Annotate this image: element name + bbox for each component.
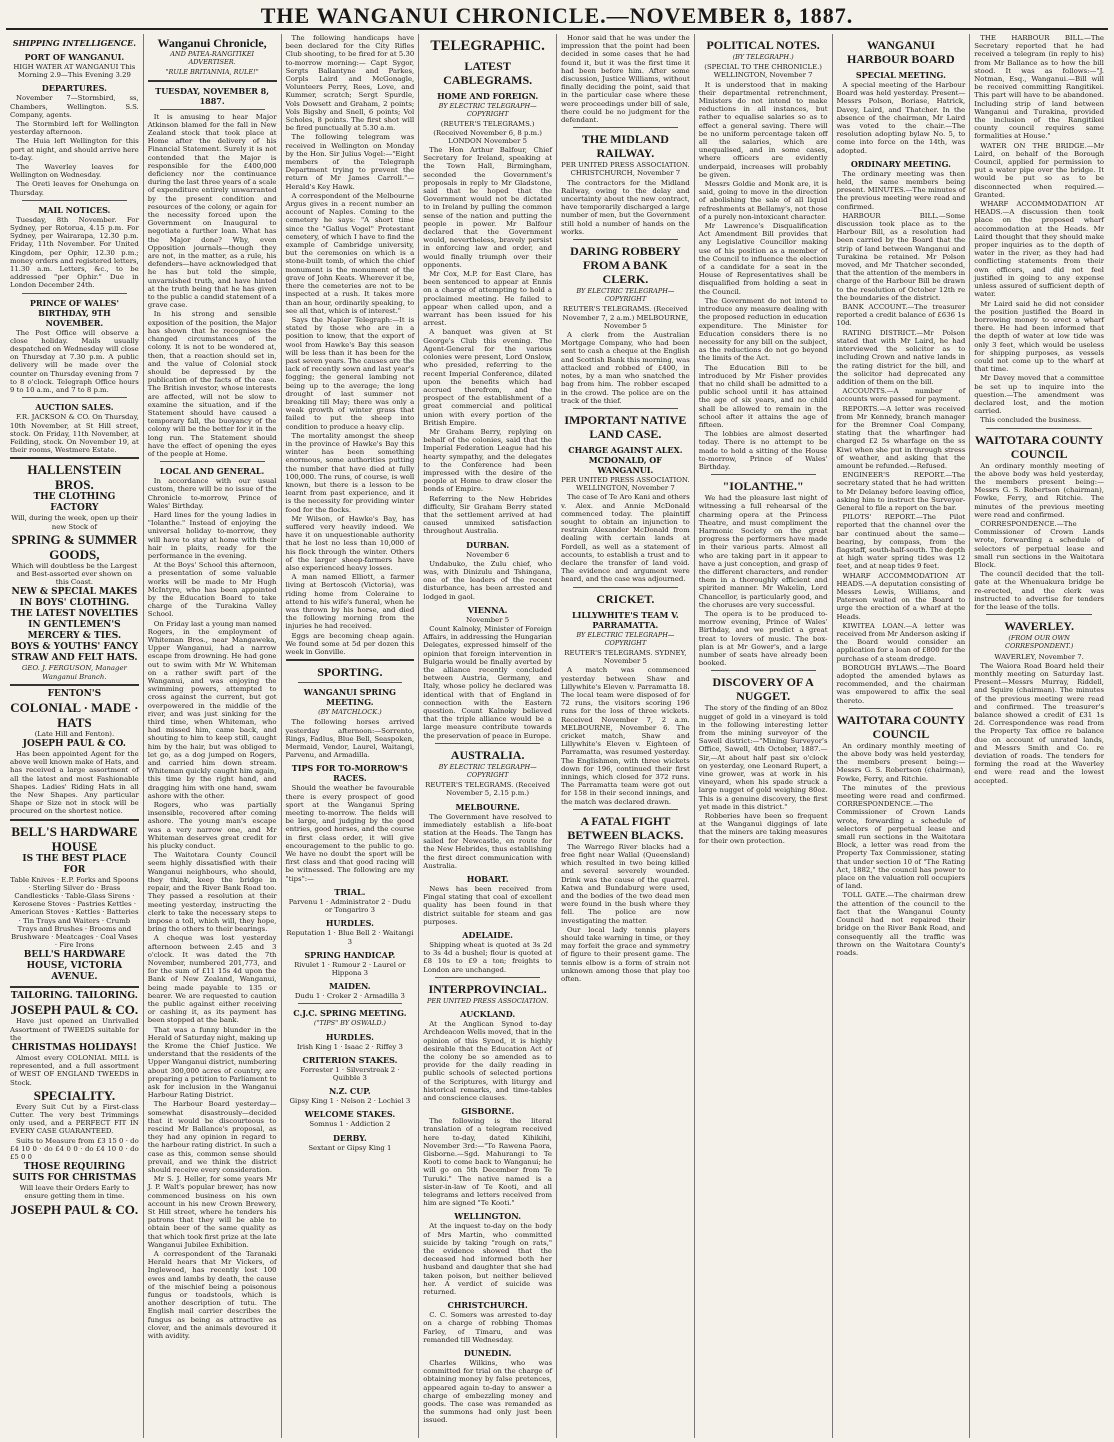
divider [573, 239, 678, 240]
bells-items: Table Knives · E.P. Forks and Spoons · Sterling Silver do · Brass Candlesticks · Table-Glass Sirens · Kerosene Stoves · Pastries Kettles · American Stoves · Kettles · Batteries · Tin Trays and Waiters · Crumb Trays and Brushes · Brooms and Brushware · Meatcages · Coal Vases · Fire Irons [10, 875, 139, 950]
fatal-text-2: Our local lady tennis players should take warning in time, or they may forfeit the grace and symmetry of figure to their present game. The tennis elbow is a form of strain not unknown among those that play too often. [561, 925, 690, 984]
departures-heading: DEPARTURES. [41, 83, 107, 94]
ordinary-5: ACCOUNTS.—A number of accounts were passed for payment. [836, 387, 966, 404]
local-3: At the Boys' School this afternoon, a presentation of some valuable works will be made to Mr Hugh McIntyre, who has been appointed by the Education Board to take charge of the Turakina Valley School. [147, 561, 277, 619]
divider [22, 397, 127, 398]
gisborne-heading: GISBORNE. [461, 1106, 515, 1117]
column-4 [419, 34, 557, 1438]
port-heading: PORT OF WANGANUI. [24, 52, 125, 62]
midland-text: The contractors for the Midland Railway, owing to the delay and uncertainty about the new contract, have temporarily discharged a large number of men, but the Government still hold a number of hands on the works. [561, 178, 690, 236]
native-heading: IMPORTANT NATIVE LAND CASE. [564, 412, 687, 441]
continued-8-5: Mr Davey moved that a committee be set up to inquire into the question.—The amendment was declared lost, and the motion carried. [974, 374, 1104, 416]
shipping-news-4: The Oreti leaves for Onehunga on Thursday. [10, 180, 139, 197]
divider [711, 670, 816, 671]
county-council-heading-2: WAITOTARA COUNTY COUNCIL [974, 432, 1104, 461]
local-7: A cheque was lost yesterday afternoon between 2.45 and 3 o'clock. It was dated the 7th November, numbered 201,773, and for the sum of £11 15s 4d upon the Bank of New Zealand, Wanganui, being made payable to 135 or bearer. We are requested to caution the public against either receiving or cashing it, as its payment has been stopped at the bank. [147, 934, 277, 1025]
continued-1: The following handicaps have been declared for the City Rifles Club shooting, to be fired for at 5.30 to-morrow morning:— Capt Sygor, Sergts Ballantyne and Parkes, Corpls Laird and McGonagle, Volunteers Perry, Rees, Love, and Kummer, scratch; Sergt Spurdle, Vols Dowsett and Graham, 2 points; Vols Bigsby and Snell, 6 points; Vol Scholes, 8 points. The first shot will be fired punctually at 5.30 a.m. [285, 34, 415, 133]
waverley-date: WAVERLEY, November 7. [994, 652, 1084, 661]
departures-text: November 7—Stormbird, ss, Chambers, Wellington. S.S. Company, agents. [10, 94, 139, 119]
speciality-text: Every Suit Cut by a First-class Cutter. The very best Trimmings only used, and a PERFECT FIT IN EVERY CASE GUARANTEED. [10, 1102, 139, 1136]
cricket-heading: CRICKET. [596, 591, 655, 606]
local-10: Mr S. J. Heller, for some years Mr J. P. Walt's popular brewer, has now commenced business on his own account in his new Crown Brewery, St Hill street, where he tenders his patrons that they will be able to obtain beer of the same quality as that which took first prize at the late Wanganui Jubilee Exhibition. [147, 1175, 277, 1249]
nugget-heading: DISCOVERY OF A NUGGET. [712, 675, 814, 704]
native-text: The case of Te Aro Kani and others v. Alex. and Annie McDonald commenced today. The plaintiff sought to obtain an injunction to restrain Alexander McDonald from dealing with certain lands at Fordell, as well as a statement of accounts, to establish a trust and to declare the transfer of land void. The evidence and argument were heard, and the case was adjourned. [561, 493, 690, 584]
local-8: That was a funny blunder in the Herald of Saturday night, making up the Krome the Chief Justice. We understand that the residents of the Upper Wanganui district, numbering about 300,000 acres of country, are preparing a petition to Parliament to ask for inclusion in the Wanganui Harbour Rating District. [147, 1025, 277, 1100]
local-11: A correspondent of the Taranaki Herald hears that Mr Vickers, of Inglewood, has recently lost 100 ewes and lambs by death, the cause of the mischief being a poisonous fungus or toadstools, which is another description of tutu. The English mail carrier describes the fungus as being as attractive as clover, and the animals devoured it with avidity. [147, 1250, 277, 1341]
cable-1: The Hon Arthur Balfour, Chief Secretary for Ireland, speaking at the Town Hall, Birmingham, seconded the Government's proposals in reply to Mr Gladstone, said that he hoped that the Government would not be dictated to in Ireland by pulling the common sense of the nation and putting the people in power. Mr Balfour declared that the Government would, nevertheless, bravely persist in enforcing law and order, and would finally triumph over their opponents. [423, 146, 552, 269]
cjc-cup-heading: N.Z. CUP. [329, 1086, 371, 1097]
local-6: The Waitotara County Council seem highly dissatisfied with their Wanganui neighbours, who should, they think, keep the bridge in repair, and the River Bank Road too. They passed a resolution at their meeting yesterday, instructing the clerk to take the necessary steps to impose a toll, which will, they hope, bring the others to their bearings. [147, 851, 277, 934]
melbourne-text: The Government have resolved to immediately establish a life-boat station at the Heads. The Tangn has sailed for Newcastle, en route for the New Hebrides, thus establishing the first direct communication with Australia. [423, 812, 552, 870]
divider [10, 819, 139, 821]
trial-horses: Parvenu 1 · Administrator 2 · Dudu or Tongariro 3 [288, 897, 412, 915]
reuter-dateline-2: REUTER'S TELEGRAMS. (Received November 5, 2.15 p.m.) [425, 781, 551, 798]
adelaide-heading: ADELAIDE. [462, 930, 513, 941]
cjc-heading: C.J.C. SPRING MEETING. [293, 1008, 407, 1019]
trial-heading: TRIAL. [334, 886, 366, 897]
interprovincial-heading: INTERPROVINCIAL. [428, 981, 547, 996]
durban-heading: DURBAN. [466, 539, 510, 550]
bells-foot: BELL'S HARDWARE HOUSE, VICTORIA AVENUE. [23, 950, 125, 983]
council-8-text-3: The council decided that the toll-gate at the Whenuakura bridge be re-erected, and the clerk was instructed to advertise for tenders for the lease of the tolls. [974, 570, 1104, 611]
mail-text: Tuesday, 8th November. For Sydney, per Rotorua, 4.15 p.m. For Sydney, per Wairarapa, 12.30 p.m. Friday, 11th November. For United Kingdom, per Ophir, 12.30 p.m.; money orders and registered letters, 11.30 a.m. Letters, &c., to be addressed "per Ophir." Due in London December 24th. [10, 215, 139, 290]
tips-text: Should the weather be favourable there is every prospect of good sport at the Wanganui Spring meeting to-morrow. The fields will be large, and judging by the good entries, good horses, and the course in first class order, it will give encouragement to the public to go. We have no doubt the sport will be first class and that good racing will be witnessed. The following are my "tips":— [285, 784, 415, 883]
divider [298, 682, 403, 683]
tailoring-ad [10, 991, 139, 1216]
column-8 [970, 34, 1108, 1438]
shipping-heading: SHIPPING INTELLIGENCE. [12, 38, 137, 48]
continued-8: Eggs are becoming cheap again. We found some at 5d per dozen this week in Gonville. [285, 631, 415, 657]
divider [986, 428, 1092, 429]
bells-sub: IS THE BEST PLACE FOR [22, 853, 127, 875]
council-text: An ordinary monthly meeting of the above body was held yesterday, the members present being:—Messrs G. S. Robertson (chairman), Fowke, Ferry, and Ritchie. [836, 741, 966, 783]
editorial-1: It is amusing to hear Major Atkinson blamed for the fall in New Zealand stock that took place at Home after the delivery of his Financial Statement. Surely it is not contended that the Major is responsible for the £400,000 deficiency nor the continuance during the last three years of a scale of expenditure entirely unwarranted by the present condition and resources of the colony, or again for the necessity forced upon the Government on Inaugural to negotiate a further loan. What has the Major done? Why, even Opposition journals—though they are not, in the matter, as a rule, his defenders—have acknowledged that he has but told the simple, unvarnished truth, and have hinted at the truth being that he has given to the public a candid statement of a grave case. [147, 112, 277, 310]
vienna-heading: VIENNA. [467, 604, 508, 615]
copyright-byline-3: BY ELECTRIC TELEGRAPH—COPYRIGHT [576, 287, 675, 304]
ordinary-9: WHARF ACCOMMODATION AT HEADS.—A deputation consisting of Messrs Lewis, Williams, and Paterson waited on the Board to urge the erection of a wharf at the Heads. [836, 571, 966, 621]
press-association-2: PER UNITED PRESS ASSOCIATION. CHRISTCHURCH, November 7 [561, 161, 690, 178]
straw-hats: BOYS & YOUTHS' FANCY STRAW AND FELT HATS. [10, 642, 139, 664]
christmas-holidays: CHRISTMAS HOLIDAYS! [11, 1043, 137, 1053]
iolanthe-text: We had the pleasure last night of witnessing a full rehearsal of the charming opera at the Princess Theatre, and must compliment the Harmonic Society on the great progress the performers have made in their various parts. Almost all who are taking part in it appear to have a just conception, and grasp of the different characters, and render them in a thoroughly efficient and spirited manner. Mr Wakelin, Lord Chancellor, is particularly good, and the choruses are very successful. [698, 494, 828, 609]
cjc-derby-horses: Sextant or Gipsy King 1 [308, 1143, 392, 1152]
divider [435, 743, 540, 744]
telegraphic-heading: TELEGRAPHIC. [430, 38, 545, 54]
ordinary-8: PILOTS' REPORT.—The Pilot reported that the channel over the bar continued about the same—bearing, by compass, from the flagstaff, south-half-south. The depth at high water spring tides was 12 feet, and at neap tides 9 feet. [836, 513, 966, 571]
political-3: Mr Lawrence's Disqualification Act Amendment Bill provides that any Legislative Councillor making use of his position as a member of the Council to influence the election of a candidate for a seat in the House of Representatives shall be disqualified from holding a seat in the Council. [698, 222, 828, 296]
robbery-text: A clerk from the Australian Mortgage Company, who had been sent to cash a cheque at the English and Scottish Bank this morning, was attacked and robbed of £400, in notes, by a man who snatched the bag from him. The robber escaped in the crowd. The police are on the track of the thief. [561, 331, 690, 405]
divider [10, 457, 139, 459]
columns [6, 34, 1108, 1438]
continued-6: Mr Wilson, of Hawke's Bay, has suffered very heavily indeed. We have it on unquestionable authority that he lost no less than 10,000 of his flock through the winter. Others of the larger sheep-farmers have also experienced heavy losses. [285, 514, 415, 572]
political-heading: POLITICAL NOTES. [706, 38, 820, 52]
paul-text: Has been appointed Agent for the above well known make of Hats, and has received a large assortment of all the latest and most Fashionable Shapes. Ladies' Riding Hats in all the New Shapes. Any particular Shape or Size not in stock will be procured on the shortest notice. [10, 749, 139, 816]
handicap-horses: Rivulet 1 · Rumour 2 · Laurel or Hippona 3 [294, 960, 406, 977]
ordinary-10: KIWITEA LOAN.—A letter was received from Mr Anderson asking if the Board would consider an application for a loan of £800 for the purchase of a steam dredge. [836, 621, 966, 663]
hurdle-horses: Reputation 1 · Blue Bell 2 · Waitangi 3 [286, 929, 414, 946]
paper-motto: "RULE BRITANNIA, RULE!" [165, 68, 259, 77]
nugget-text-2: Robberies have been so frequent at the Wanganui diggings of late that the miners are taking measures for their own protection. [698, 812, 828, 845]
tips-heading: TIPS FOR TO-MORROW'S RACES. [291, 763, 408, 784]
joseph-paul-3: JOSEPH PAUL & CO. [10, 1201, 139, 1217]
ordinary-3: BANK ACCOUNT.—The treasurer reported a credit balance of £636 1s 10d. [836, 303, 966, 328]
cjc-byline: ("TIPS" BY OSWALD.) [313, 1019, 386, 1028]
divider [573, 587, 678, 588]
durban-date: November 6 [466, 550, 510, 559]
colonial-sub: (Late Hill and Fenton). [34, 729, 115, 738]
christchurch-text: C. C. Somers was arrested to-day on a charge of robbing Thomas Farley, of Timaru, and was remanded till Wednesday. [423, 1311, 552, 1344]
political-2: Messrs Goldie and Monk are, it is said, going to move in the direction of abolishing the sale of all liquid refreshments at Bellamy's, not those of a purely non-intoxicant character. [698, 180, 828, 221]
bells-ad [10, 824, 139, 984]
ordinary-1: The ordinary meeting was then held, the same members being present. MINUTES.—The minutes of the previous meeting were read and confirmed. [836, 169, 966, 211]
column-1 [6, 34, 144, 1438]
christchurch-heading: CHRISTCHURCH. [447, 1300, 528, 1311]
nugget-text: The story of the finding of an 80oz nugget of gold in a vineyard is told in the following interesting letter from the mining surveyor of the Sawell district:—"Mining Surveyor's Office, Sawell, 4th October, 1887.—Sir,—At about half past six o'clock on yesterday, one Leonard Rupert, a vine grower, was at work in his vineyard, when his spade struck a large nugget of gold weighing 80oz. This is a genuine discovery, the first yet made in this district." [698, 704, 828, 811]
gisborne-text: The following is the literal translation of a telegram received here to-day, dated Kihikihi, November 3rd:—"To Rawena Paora, Gisborne.—Sgd. Mahurangi to Te Kooti to come back to Wanganui; he will go on 5th December from Te Turuki." The native named is a sister-in-law of Te Kooti, and all telegrams and letters received from him are signed "Te Kooti." [423, 1117, 552, 1208]
latest-novelties: THE LATEST NOVELTIES IN GENTLEMEN'S MERCERY & TIES. [10, 609, 139, 642]
political-5: The Education Bill to be introduced by Mr Fisher provides that no child shall be admitted to a public school until it has attained the age of six years, and no child shall be allowed to remain in the school after it attains the age of fifteen. [698, 363, 828, 429]
ordinary-2: HARBOUR BILL.—Some discussion took place as to the Harbour Bill, as a resolution had been carried by the Board that the strip of land between Wanganui and Turakina be retained. Mr Polson moved, and Mr Thatcher seconded, that the attention of the members in charge of the Harbour Bill be drawn to the resolution of October 12th re the boundaries of the district. [836, 211, 966, 302]
auction-text: F.R. JACKSON & CO. On Thursday, 10th November, at St Hill street, stock. On Friday, 11th November, at Feilding, stock. On November 19, at their rooms, Westmere Estate. [10, 413, 139, 455]
cable-5: Referring to the New Hebrides difficulty, Sir Graham Berry stated that the settlement arrived at had caused unmixed satisfaction throughout Australia. [423, 494, 552, 536]
joseph-paul-1: JOSEPH PAUL & CO. [22, 738, 126, 749]
cable-3: A banquet was given at St George's Club this evening. The Agent-General for the various colonies were present, Lord Onslow, who presided, referring to the recent Imperial Conference, dilated upon the benefits which had accrued therefrom, and the prospect of the establishment of a great commercial and political union with every portion of the British Empire. [423, 328, 552, 427]
special-makes: NEW & SPECIAL MAKES IN BOYS' CLOTHING. [11, 587, 138, 609]
cjc-cup-horses: Gipsy King 1 · Nelson 2 · Lochiel 3 [289, 1097, 411, 1106]
waverley-heading: WAVERLEY. [1004, 619, 1074, 634]
bells-heading: BELL'S HARDWARE HOUSE [11, 823, 138, 854]
order-heading: THOSE REQUIRING SUITS FOR CHRISTMAS [12, 1162, 137, 1184]
hurdles-heading: HURDLES. [325, 918, 374, 929]
column-6 [695, 34, 833, 1438]
joseph-paul-2: JOSEPH PAUL & CO. [10, 1002, 139, 1018]
press-association-3: PER UNITED PRESS ASSOCIATION. WELLINGTON, November 7 [561, 475, 690, 493]
cricket-text: A match was commenced yesterday between Shaw and Lillywhite's Eleven v. Parramatta 18. The local team were disposed of for 72 runs, the visitors scoring 196 runs for the loss of three wickets. Received November 7, 2 a.m. MELBOURNE, November 6. The cricket match, Shaw and Lillywhite's Eleven v. Eighteen of Parramatta, was resumed yesterday. The Englishmen, with three wickets down for 196, continued their first innings, which closed for 372 runs. The Parramatta team were got out for 158 in their second innings, and the match was declared drawn. [561, 666, 690, 806]
cjc-welcome-horses: Somnus 1 · Addiction 2 [309, 1120, 391, 1129]
adelaide-text: Shipping wheat is quoted at 3s 2d to 3s 4d a bushel; flour is quoted at £8 10s to £9 a ton; freights to London are unchanged. [423, 941, 552, 974]
melbourne-heading: MELBOURNE. [455, 801, 520, 812]
divider [148, 80, 277, 82]
maiden-heading: MAIDEN. [329, 981, 371, 992]
reuter-dateline-3: REUTER'S TELEGRAMS. (Received November 7, 2 a.m.) MELBOURNE, November 5 [562, 305, 689, 330]
column-7 [833, 34, 971, 1438]
ordinary-6: REPORTS.—A letter was received from Mr Kennedy, branch manager for the Bremner Coal Company, stating that the wharfinger had charged £2 5s wharfage on the ss Kiwi when she put in through stress of weather, and asking that the amount be refunded.—Refused. [836, 404, 966, 470]
council-8-text-2: CORRESPONDENCE.—The Commissioner of Crown Lands wrote, forwarding a schedule of selectors of perpetual lease and small run sections in the Waitotara Block. [974, 519, 1104, 569]
cjc-stakes-horses: Forrester 1 · Silverstreak 2 · Quibble 3 [300, 1065, 400, 1082]
divider [22, 293, 127, 294]
special-meeting-heading: SPECIAL MEETING. [855, 70, 946, 80]
political-4: The Government do not intend to introduce any measure dealing with the proposed reduction in education expenditure. The Minister for Education considers there is no necessity for any bill on the subject, as the reductions do not go beyond the limits of the Act. [698, 296, 828, 363]
tailoring-text-2: Almost every COLONIAL MILL is represented, and a full assortment of WEST OF ENGLAND TWEEDS in Stock. [10, 1054, 139, 1087]
political-1: It is understood that in making their departmental retrenchment, Ministers do not intend to make reductions in all instances, but rather to equalise salaries so as to effect a general saving. There will be no uniform percentage taken off all the salaries, which are unequalised, and in some cases, where officers are evidently underpaid, increases will probably be given. [698, 80, 828, 179]
waverley-text: The Waiora Road Board held their monthly meeting on Saturday last. Present—Messrs Murray, Riddell, and Squire (chairman). The minutes of the previous meeting were read and confirmed. The treasurer's balance showed a credit of £31 1s 2d. Correspondence was read from the Property Tax office re balance due on account of unrated lands, and Messrs Smith and Co. re deviation of roads. The tenders for forming the road at the Waverley end were read and the lowest accepted. [974, 661, 1104, 785]
divider [435, 977, 540, 978]
shipping-news-1: The Stormbird left for Wellington yesterday afternoon. [10, 120, 139, 137]
column-2 [144, 34, 282, 1438]
suit-prices: Suits to Measure from £3 15 0 · do £4 10 0 · do £4 0 0 · do £4 10 0 · do £5 0 0 [10, 1136, 139, 1162]
local-4: On Friday last a young man named Rogers, in the employment of Whiteman Bros., near Mangaweka, Upper Wanganui, had a narrow escape from drowning. He had gone out to swim with Mr W. Whiteman on a rather swift part of the Wanganui, and was enjoying the swimming powers, attempted to cross against the current, but got overpowered in the middle of the river, and was just sinking for the third time, when Whiteman, who had missed him, came back, and shouting to him to keep still, caught him by the hair, but was obliged to let go, as a dog jumped on Rogers, and carried him down stream. Whiteman quickly caught him again, this time by the right hand, and dragging him with one hand, swam ashore with the other. [147, 619, 277, 800]
column-3 [282, 34, 420, 1438]
manager-signature: GEO. J. FERGUSON, Manager Wanganui Branch. [21, 664, 127, 681]
divider [22, 200, 127, 201]
australia-heading: AUSTRALIA. [450, 747, 525, 762]
auction-heading: AUCTION SALES. [35, 402, 114, 413]
political-byline: (BY TELEGRAPH.) [732, 53, 794, 61]
divider [160, 461, 265, 462]
copyright-byline-2: BY ELECTRIC TELEGRAPH—COPYRIGHT [438, 762, 537, 780]
midland-heading: THE MIDLAND RAILWAY. [581, 132, 669, 161]
continued-8-2: WATER ON THE BRIDGE.—Mr Laird, on behalf of the Borough Council, applied for permission to put a water pipe over the bridge. It would be put so as to be disconnected when required.—Granted. [974, 141, 1104, 199]
cjc-derby-heading: DERBY. [332, 1132, 367, 1143]
prince-text: The Post Office will observe a close holiday. Mails usually despatched on Wednesday will close on Thursday at 7.30 p.m. A public delivery will be made over the counter on Thursday evening from 7 to 8 o'clock. Telegraph Office hours 9 to 10 a.m., and 7 to 8 p.m. [10, 328, 139, 395]
speciality-heading: SPECIALITY. [33, 1087, 116, 1103]
handicap-heading: SPRING HANDICAP. [304, 949, 396, 960]
council-8-text: An ordinary monthly meeting of the above body was held yesterday, the members present being:—Messrs G. S. Robertson (chairman), Fowke, Ferry, and Ritchie. The minutes of the previous meeting were read and confirmed. [974, 461, 1104, 519]
divider [286, 659, 415, 661]
wellington-text: At the inquest to-day on the body of Mrs Martin, who committed suicide by taking "rough on rats," the evidence showed that the deceased had informed both her husband and daughter that she had taken poison, but neither believed her. A verdict of suicide was returned. [423, 1222, 552, 1296]
local-5: Rogers, who was partially insensible, recovered after coming ashore. The young man's escape was a very narrow one, and Mr Whiteman deserves great credit for his plucky conduct. [147, 801, 277, 851]
political-6: The lobbies are almost deserted today. There is no attempt to be made to hold a sitting of the House to-morrow, Prince of Wales' Birthday. [698, 430, 828, 471]
local-heading: LOCAL AND GENERAL. [159, 466, 265, 477]
column-5 [557, 34, 695, 1438]
hallenstein-text: Will, during the week, open up their new Stock of [11, 514, 138, 531]
auckland-text: At the Anglican Synod to-day Archdeacon Wells moved, that in the opinion of this Synod, it is highly desirable that the Education Act of the colony be so amended as to provide for the daily reading in public schools of selected portions of the Scriptures, with liturgy and historical remarks, and time-tables and conscience clauses. [423, 1020, 552, 1102]
cjc-welcome-heading: WELCOME STAKES. [304, 1109, 396, 1120]
local-1: In accordance with our usual custom, there will be no issue of the Chronicle to-morrow, Prince of Wales' Birthday. [147, 477, 277, 510]
reuter-dateline-1: (REUTER'S TELEGRAMS.) (Received November 6, 8 p.m.) LONDON November 5 [433, 120, 542, 145]
continued-8-1: THE HARBOUR BILL.—The Secretary reported that he had received a telegram (in reply to his) from Mr Ballance as to how the bill stood. It was as follows:—"J. Notman, Esq., Wanganui.—Bill will be received committing Rangitikei. This part will have to be abandoned. Including strip of land between Wanganui and Turakina, provided the inclusion of the Rangitikei county council requires same formalities at House." [974, 34, 1104, 141]
paper-subtitle: AND PATEA-RANGITIKEI ADVERTISER. [170, 50, 255, 67]
order-text: Will leave their Orders Early to ensure getting them in time. [19, 1184, 130, 1201]
shipping-news-3: The Waverley leaves for Wellington on Wednesday. [10, 163, 139, 180]
tide-text: HIGH WATER AT WANGANUI This Morning 2.9—This Evening 3.29 [13, 63, 136, 80]
ordinary-7: ENGINEER'S REPORT.—The secretary stated that he had written to Mr Delaney before leaving office, asking him to instruct the Surveyor-General to file a report on the bar. [836, 471, 966, 512]
divider [10, 684, 139, 686]
hallenstein-heading: HALLENSTEIN BROS. [27, 462, 122, 493]
fenton-ad [10, 689, 139, 816]
cable-4: Mr Graham Berry, replying on behalf of the colonies, said that the Imperial Federation League had his hearty sympathy, and the delegates to the Conference had been impressed with the desire of the people at Home to draw closer the bonds of Empire. [423, 427, 552, 494]
reuter-dateline-4: REUTER'S TELEGRAMS. SYDNEY, November 5 [564, 648, 687, 666]
divider [298, 1003, 403, 1004]
hobart-heading: HOBART. [466, 874, 509, 885]
divider [711, 474, 816, 475]
hallenstein-text-2: Which will doubtless be the Largest and Best-assorted ever shown on this Coast. [11, 561, 138, 587]
cable-2: Mr Cox, M.P. for East Clare, has been sentenced to appear at Ennis on a charge of attempting to hold a proclaimed meeting. He failed to appear when called upon, and a warrant has been issued for his arrest. [423, 270, 552, 328]
divider [573, 127, 678, 128]
masthead-title: THE WANGANUI CHRONICLE.—NOVEMBER 8, 1887. [260, 3, 854, 28]
hobart-text: News has been received from Fingal stating that coal of excellent quality has been found in that district suitable for steam and gas purposes. [423, 885, 552, 926]
cjc-stakes-heading: CRITERION STAKES. [302, 1054, 398, 1065]
tailoring-heading: TAILORING. TAILORING. [10, 991, 138, 1002]
paper-title: Wanganui Chronicle, [157, 36, 267, 50]
hallenstein-ad [10, 462, 139, 680]
divider [10, 986, 139, 988]
copyright-byline-1: BY ELECTRIC TELEGRAPH—COPYRIGHT [438, 102, 537, 119]
spring-meeting-text: The following horses arrived yesterday afternoon:—Sorrento, Rings, Fadlus, Blue Bell, Seaspoken, Mermaid, Vendor, Laurel, Waitangi, Parvenu, and Armadilla. [285, 718, 415, 760]
press-association-1: PER UNITED PRESS ASSOCIATION. [426, 996, 549, 1005]
divider [986, 614, 1092, 615]
ordinary-4: RATING DISTRICT.—Mr Polson stated that with Mr Laird, he had interviewed the solicitor as to including Crown and native lands in the rating district for the bill, and the solicitor had deprecated any addition of them on the bill. [836, 328, 966, 386]
mail-heading: MAIL NOTICES. [38, 204, 111, 215]
harbour-1: A special meeting of the Harbour Board was held yesterday. Present—Messrs Polson, Boriase, Hatrick, Davey, Laird, and Thatcher. In the absence of the chairman, Mr Laird was voted to the chair.—The resolution adopting bylaw No. 5, to come into force on the 14th, was adopted. [836, 81, 966, 155]
cjc-hurdles-heading: HURDLES. [325, 1031, 374, 1042]
editorial-2: In his strong and sensible exposition of the position, the Major has shown that he recognises the changed circumstances of the colony. It is not to be wondered at, then, that a reaction should set in, and the value of Colonial stock should be depressed by the publication of the facts of the case. The British investor, whose interests are affected, will not be slow to examine the situation, and if the Statement should have caused a temporary fall, the buoyancy of the colony will be the better for it in the long run. The Statement should have the effect of opening the eyes of the people at Home. [147, 310, 277, 458]
wellington-heading: WELLINGTON. [454, 1211, 521, 1222]
waverley-byline: (FROM OUR OWN CORRESPONDENT.) [1004, 634, 1074, 651]
local-9: The Harbour Board yesterday—somewhat disastrously—decided that it would be discourteous to rescind Mr Ballance's proposal, as they had any opinion in regard to the harbour rating district. In such a case as this, common sense should prevail, and we think the district should receive every consideration. [147, 1100, 277, 1174]
hallenstein-sub: THE CLOTHING FACTORY [33, 492, 116, 514]
divider [573, 408, 678, 409]
iolanthe-heading: "IOLANTHE." [722, 479, 804, 494]
vienna-text: Count Kalnoky, Minister of Foreign Affairs, in addressing the Hungarian Delegates, expressed himself of the opinion that foreign intervention in Bulgaria would be finally averted by the alliance recently concluded between Austria, Germany, and Italy, whose policy he declared was identical with that of England in connection with the Eastern question. Count Kalnoky believed that the triple alliance would be a large measure contribute towards the preservation of peace in Europe. [423, 624, 552, 740]
fatal-text: The Warrego River blacks had a free fight near Wallal (Queensland) which resulted in two being killed and several severely wounded. Drink was the cause of the quarrel. Katwa and Bundaburg were used, and the bodies of the two dead men were found in the bush where they fell. The police are now investigating the matter. [561, 842, 690, 925]
continued-8-3: WHARF ACCOMMODATION AT HEADS.—A discussion then took place on the proposed wharf accommodation at the Heads. Mr Laird thought that they should make proper inquiries as to the depth of water in the river, as they had had conflicting statements from their own officers, and did not feel justified in going to any expense unless assured of sufficient depth of water. [974, 200, 1104, 299]
continued-4: Says the Napier Telegraph:—It is stated by those who are in a position to know, that the export of wool from Hawke's Bay this season will be less than it has been for the past seven years. The causes are the lack of recently sown and last year's fogging; the general lambing not being up to the average; the long drought of last summer not breaking till May; there was only a weak growth of winter grass that failed to put the sheep into condition to produce a heavy clip. [285, 315, 415, 431]
divider [573, 809, 678, 810]
continued-8-4: Mr Laird said he did not consider the position justified the Board in borrowing money to erect a wharf there. He had been informed that the depth of water at low tide was only 3 feet, which would be useless for shipping purposes, as vessels could not come up to the wharf at that time. [974, 299, 1104, 374]
vienna-date: November 5 [466, 615, 510, 624]
home-foreign: HOME AND FOREIGN. [437, 91, 539, 101]
continued-7: A man named Elliott, a farmer living at Bertoscoh (Victoria), was riding home from Coleraine to attend to his wife's funeral, when he was thrown by his horse, and died the following morning from the injuries he had received. [285, 573, 415, 631]
county-council-heading: WAITOTARA COUNTY COUNCIL [836, 712, 966, 741]
divider [160, 109, 265, 110]
continued-3: A correspondent of the Melbourne Argus gives in a recent number an account of Naples. Coming to the cemetery he says: "A short time since the "Gallus Vogel" Protestant cemetery, of which I have to find the example of Cambridge university, but the ceremonies on which is a stone-built tomb, of which the chief monument is the monument of the grave of John Keats. Wherever it be, there the cemeteries are not to be inspected at a rush. It takes more than an hour, ordinarily speaking, to see all that, which is of interest." [285, 191, 415, 315]
dunedin-heading: DUNEDIN. [463, 1348, 512, 1358]
prince-heading: PRINCE OF WALES' BIRTHDAY, 9TH NOVEMBER. [29, 297, 119, 328]
shipping-news-2: The Huia left Wellington for this port at night, and should arrive here to-day. [10, 137, 139, 162]
spring-meeting-byline: (BY MATCHLOCK.) [318, 708, 382, 717]
auckland-heading: AUCKLAND. [460, 1009, 516, 1020]
local-2: Hard lines for the young ladies in "Iolanthe." Instead of enjoying the universal holiday to-morrow, they will have to stay at home with their hair in plaits, ready for the performance in the evening. [147, 510, 277, 560]
council-text-3: TOLL GATE.—The chairman drew the attention of the council to the fact that the Wanganui County Council had not repaired their bridge on the River Bank Road, and consequently all the traffic was thrown on the Waitotara County's roads. [836, 891, 966, 957]
latest-cablegrams: LATEST CABLEGRAMS. [443, 59, 533, 87]
council-text-2: The minutes of the previous meeting were read and confirmed. CORRESPONDENCE.—The Commissioner of Crown Lands wrote, forwarding a schedule of selectors of perpetual lease and small run sections in the Waitotara Block, a letter was read from the Property Tax Commissioner, stating that under section 10 of "The Rating Act, 1882," the council has power to place on the valuation roll occupiers of land. [836, 783, 966, 891]
ordinary-11: BOROUGH BYLAWS.—The Board adopted the amended bylaws as recommended, and the chairman was empowered to affix the seal thereto. [836, 663, 966, 705]
tailoring-text: Have just opened an Unrivalled Assortment of TWEEDS suitable for the [10, 1017, 139, 1042]
fenton-name: FENTON'S [47, 688, 102, 699]
spring-goods: SPRING & SUMMER GOODS, [11, 531, 138, 562]
fatal-heading: A FATAL FIGHT BETWEEN BLACKS. [567, 813, 684, 842]
durban-text: Undabuko, the Zulu chief, who was, with Dinizulu and Tshingana, one of the leaders of the recent disturbance, has been arrested and lodged in gaol. [423, 559, 552, 601]
charge-heading: CHARGE AGAINST ALEX. MCDONALD, OF WANGANUI. [568, 444, 683, 475]
robbery-heading: DARING ROBBERY FROM A BANK CLERK. [570, 244, 681, 287]
cjc-hurdle-horses: Irish King 1 · Isaac 2 · Riffey 3 [296, 1042, 403, 1051]
issue-date: TUESDAY, NOVEMBER 8, 1887. [155, 85, 269, 106]
ordinary-meeting-heading: ORDINARY MEETING. [850, 158, 951, 169]
colonial-hats: COLONIAL · MADE · HATS [10, 699, 139, 730]
sporting-heading: SPORTING. [317, 665, 383, 680]
iolanthe-text-2: The opera is to be produced to-morrow evening, Prince of Wales' Birthday, and we predict a great treat to lovers of music. The box-plan is at Mr Gower's, and a large number of seats have already been booked. [698, 610, 828, 668]
spring-meeting-heading: WANGANUI SPRING MEETING. [303, 687, 396, 708]
maiden-horses: Dudu 1 · Croker 2 · Armadilla 3 [294, 992, 405, 1001]
dunedin-text: Charles Wilkins, who was committed for trial on the charge of obtaining money by false pretences, appeared again to-day to answer a charge of embezzling money and goods. The case was remanded as the summons had only just been issued. [423, 1359, 552, 1425]
continued-5: The mortality amongst the sheep in the province of Hawke's Bay this winter has been something enormous, some authorities putting the number that have died at fully 100,000. The runs, of course, is well known, but there is a lesson to be learnt from past experience, and it is the necessity for providing winter food for the flocks. [285, 431, 415, 514]
continued-8-6: This concluded the business. [980, 416, 1082, 425]
continued-5-1: Honor said that he was under the impression that the point had been decided in some cases that he had found it, but it was the first time it had been before him. After some discussion, Justice Williams, without finally deciding the point, said that in the particular case where these were proceedings under bill of sale, there could be no judgment for the defendant. [561, 34, 690, 125]
masthead [6, 4, 1108, 30]
copyright-byline-4: BY ELECTRIC TELEGRAPH—COPYRIGHT [576, 630, 675, 647]
harbour-heading: WANGANUI HARBOUR BOARD [847, 38, 955, 66]
continued-2: The following telegram was received in Wellington on Monday by the Hon. Sir Julius Vogel:—"Eight members of the Telegraph Department trying to prevent the return of Mr James Carroll."—Herald's Key Hawk. [285, 133, 415, 191]
political-dateline: (SPECIAL TO THE CHRONICLE.) WELLINGTON, November 7 [704, 63, 822, 80]
lillywhite-heading: LILLYWHITE'S TEAM V. PARRAMATTA. [572, 609, 679, 630]
divider [849, 708, 954, 709]
